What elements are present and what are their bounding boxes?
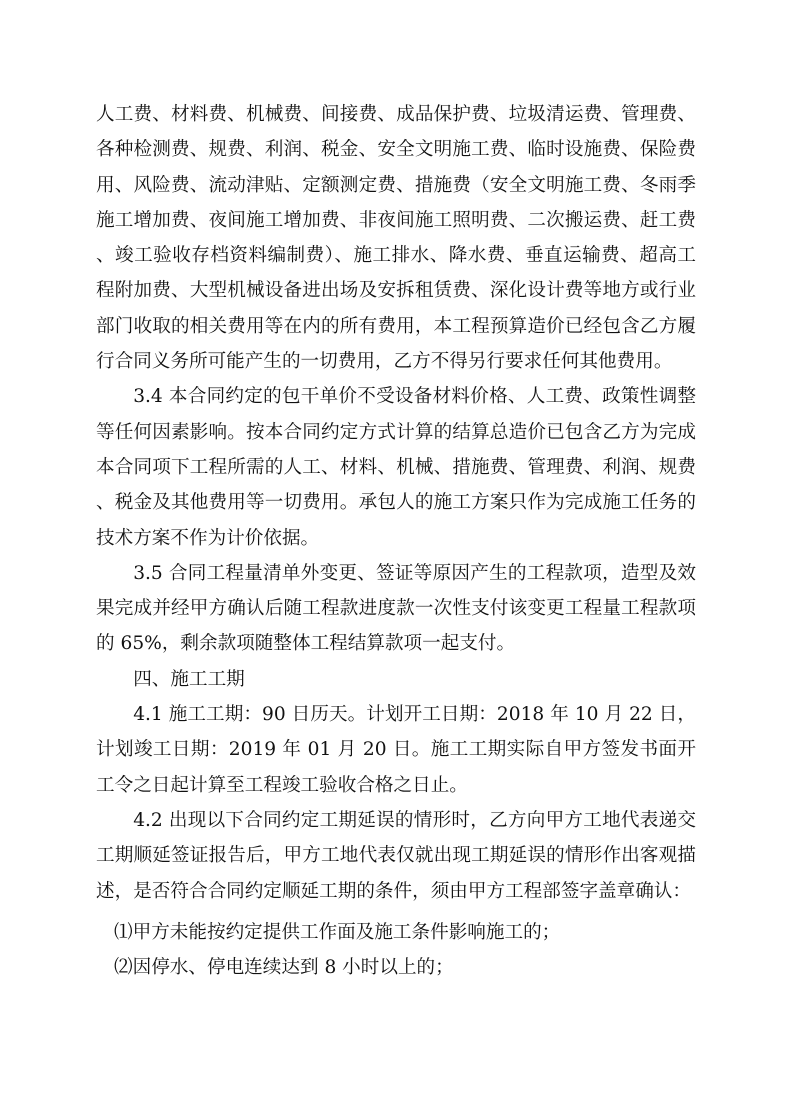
list-item-2: ⑵因停水、停电连续达到 8 小时以上的； bbox=[114, 957, 454, 979]
document-body bbox=[96, 97, 696, 985]
section-heading-construction-period: 四、施工工期 bbox=[133, 668, 245, 690]
paragraph-4-1: 4.1 施工工期：90 日历天。计划开工日期：2018 年 10 月 22 日，计划竣工日期：2019 年 01 月 20 日。施工工期实际自甲方签发书面开工令之日起计算至工程竣工验收合格之日止。 bbox=[96, 704, 696, 796]
paragraph-fee-list: 人工费、材料费、机械费、间接费、成品保护费、垃圾清运费、管理费、各种检测费、规费、利润、税金、安全文明施工费、临时设施费、保险费用、风险费、流动津贴、定额测定费、措施费（安全文明施工费、冬雨季施工增加费、夜间施工增加费、非夜间施工照明费、二次搬运费、赶工费、竣工验收存档资料编制费）、施工排水、降水费、垂直运输费、超高工程附加费、大型机械设备进出场及安拆租赁费、深化设计费等地方或行业部门收取的相关费用等在内的所有费用，本工程预算造价已经包含乙方履行合同义务所可能产生的一切费用，乙方不得另行要求任何其他费用。 bbox=[96, 104, 696, 373]
list-item-1: ⑴甲方未能按约定提供工作面及施工条件影响施工的； bbox=[114, 921, 561, 943]
paragraph-3-5: 3.5 合同工程量清单外变更、签证等原因产生的工程款项，造型及效果完成并经甲方确认后随工程款进度款一次性支付该变更工程量工程款项的 65%，剩余款项随整体工程结算款项一起支付。 bbox=[96, 562, 696, 655]
paragraph-3-4: 3.4 本合同约定的包干单价不受设备材料价格、人工费、政策性调整等任何因素影响。按本合同约定方式计算的结算总造价已包含乙方为完成本合同项下工程所需的人工、材料、机械、措施费、管理费、利润、规费、税金及其他费用等一切费用。承包人的施工方案只作为完成施工任务的技术方案不作为计价依据。 bbox=[96, 386, 696, 549]
paragraph-4-2: 4.2 出现以下合同约定工期延误的情形时，乙方向甲方工地代表递交工期顺延签证报告后，甲方工地代表仅就出现工期延误的情形作出客观描述，是否符合合同约定顺延工期的条件，须由甲方工程部签字盖章确认： bbox=[96, 809, 696, 902]
